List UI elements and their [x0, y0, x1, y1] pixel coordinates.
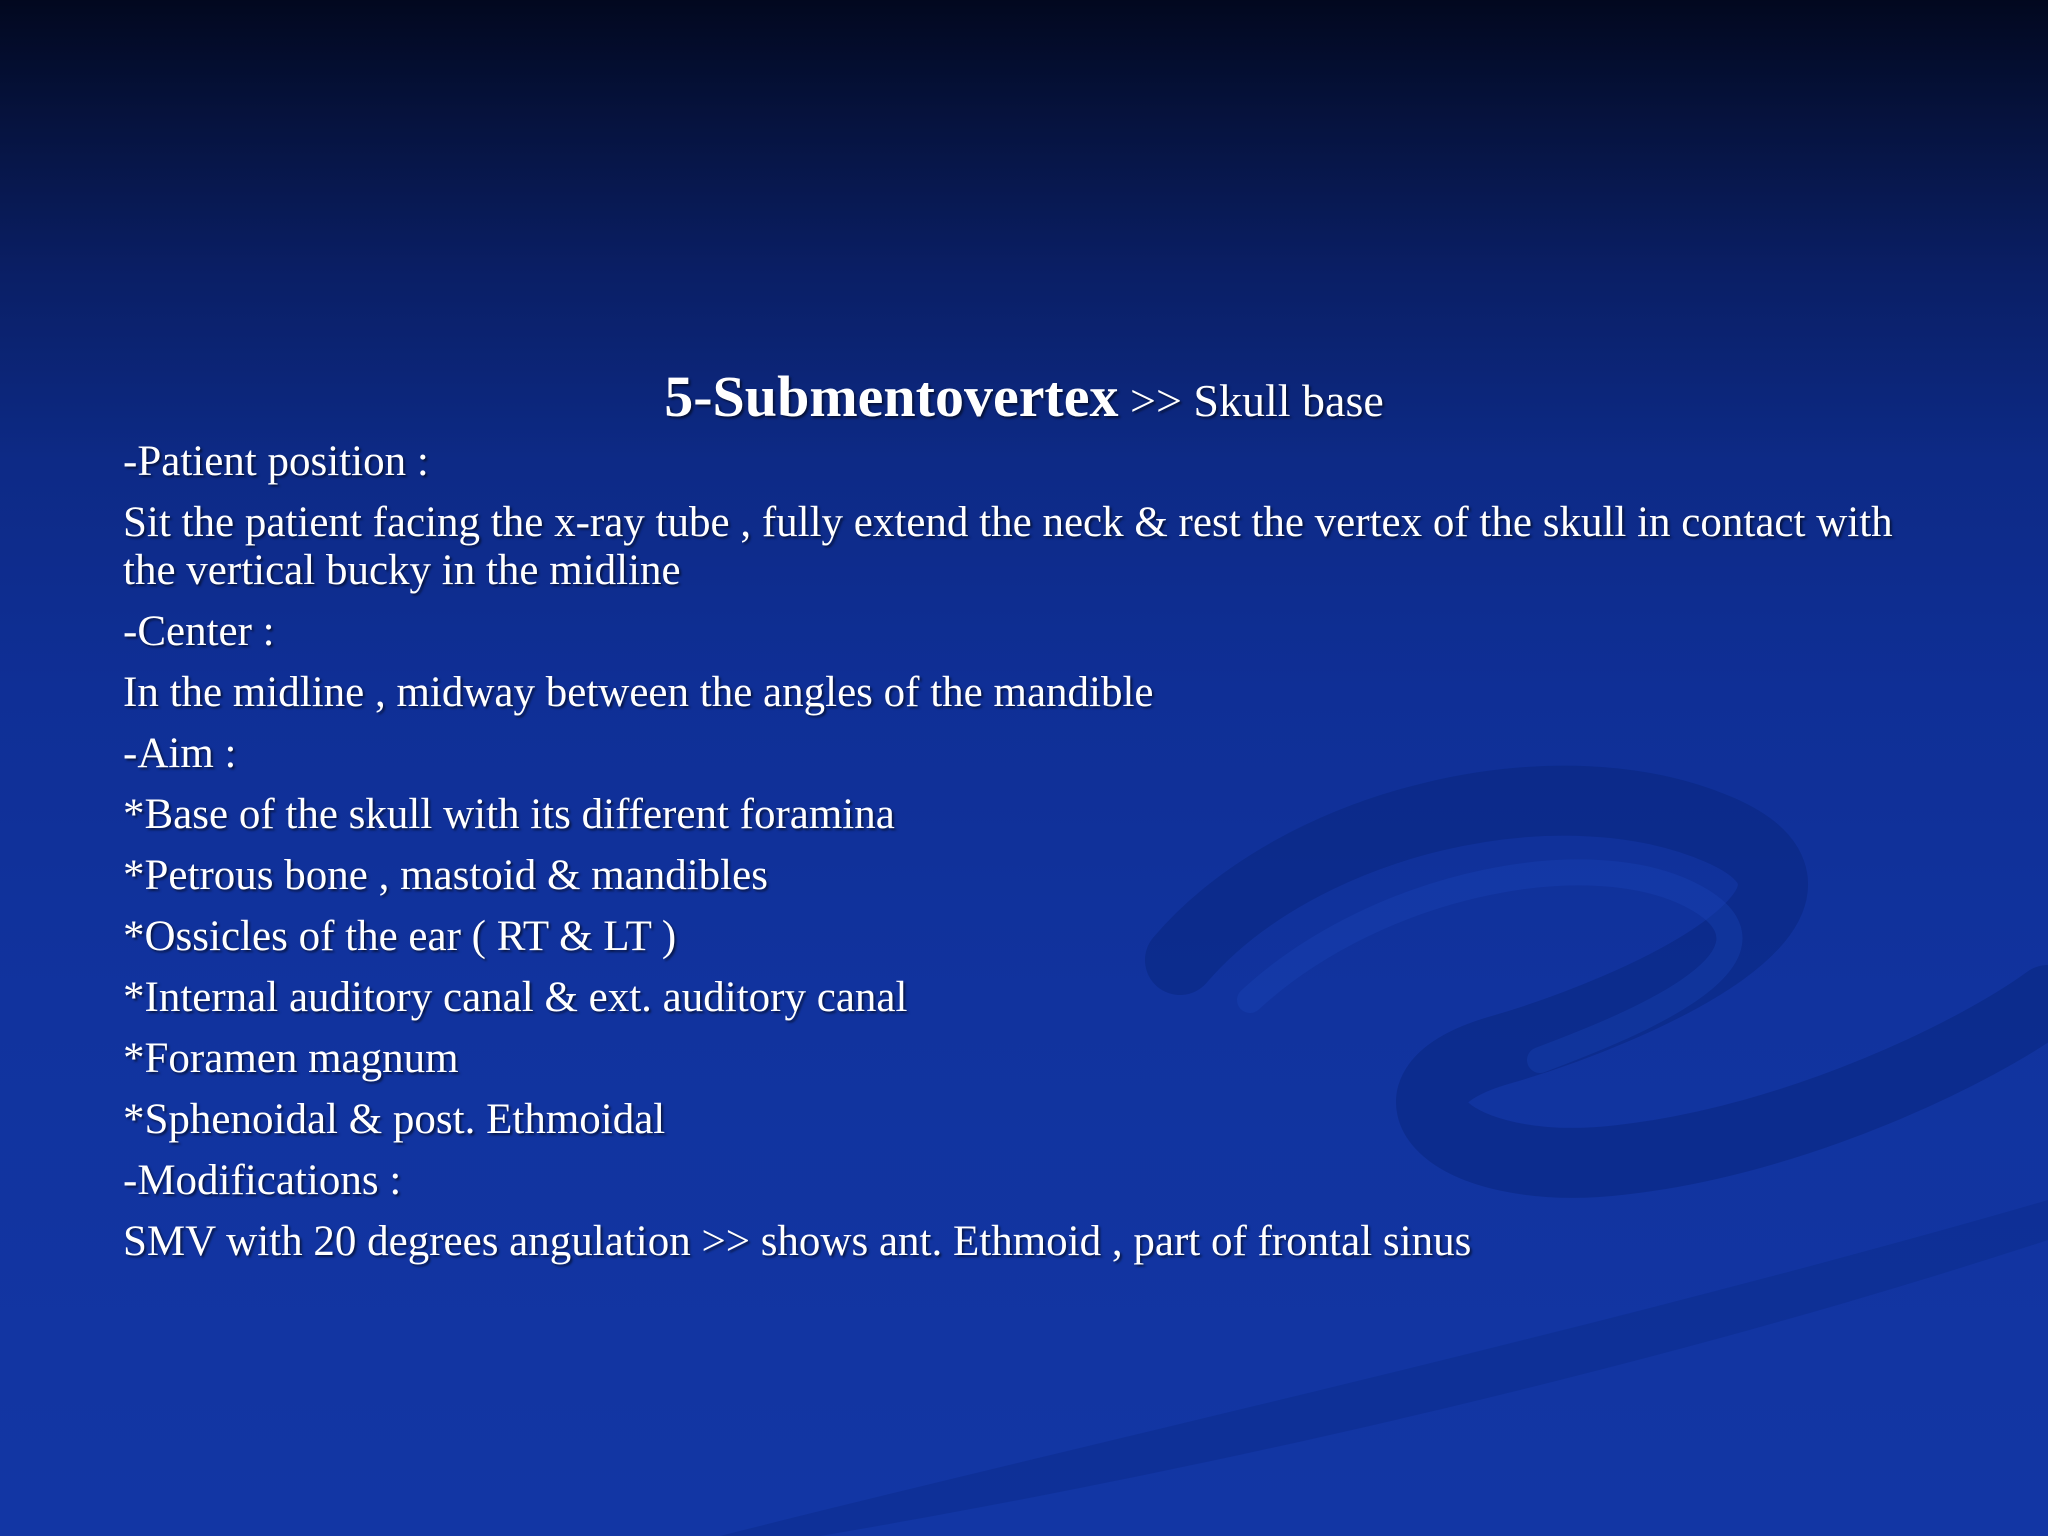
aim-item: *Foramen magnum: [123, 1035, 459, 1082]
heading-aim: -Aim :: [123, 730, 237, 777]
text-center: In the midline , midway between the angles of the mandible: [123, 669, 1154, 716]
slide-title: [0, 362, 2048, 436]
text-modifications: SMV with 20 degrees angulation >> shows ant. Ethmoid , part of frontal sinus: [123, 1218, 1472, 1265]
heading-modifications: -Modifications :: [123, 1157, 402, 1204]
title-subtitle: >> Skull base: [1118, 375, 1384, 426]
aim-item: *Internal auditory canal & ext. auditory canal: [123, 974, 908, 1021]
slide-body: [123, 438, 1923, 1266]
aim-item: *Sphenoidal & post. Ethmoidal: [123, 1096, 666, 1143]
title-main: 5-Submentovertex: [664, 364, 1119, 429]
aim-item: *Petrous bone , mastoid & mandibles: [123, 852, 768, 899]
heading-patient-position: -Patient position :: [123, 438, 429, 485]
text-patient-position: Sit the patient facing the x-ray tube , fully extend the neck & rest the vertex of the skull in contact with the vertical bucky in the midline: [123, 499, 1893, 594]
heading-center: -Center :: [123, 608, 275, 655]
aim-item: *Ossicles of the ear ( RT & LT ): [123, 913, 677, 960]
aim-item: *Base of the skull with its different foramina: [123, 791, 895, 838]
